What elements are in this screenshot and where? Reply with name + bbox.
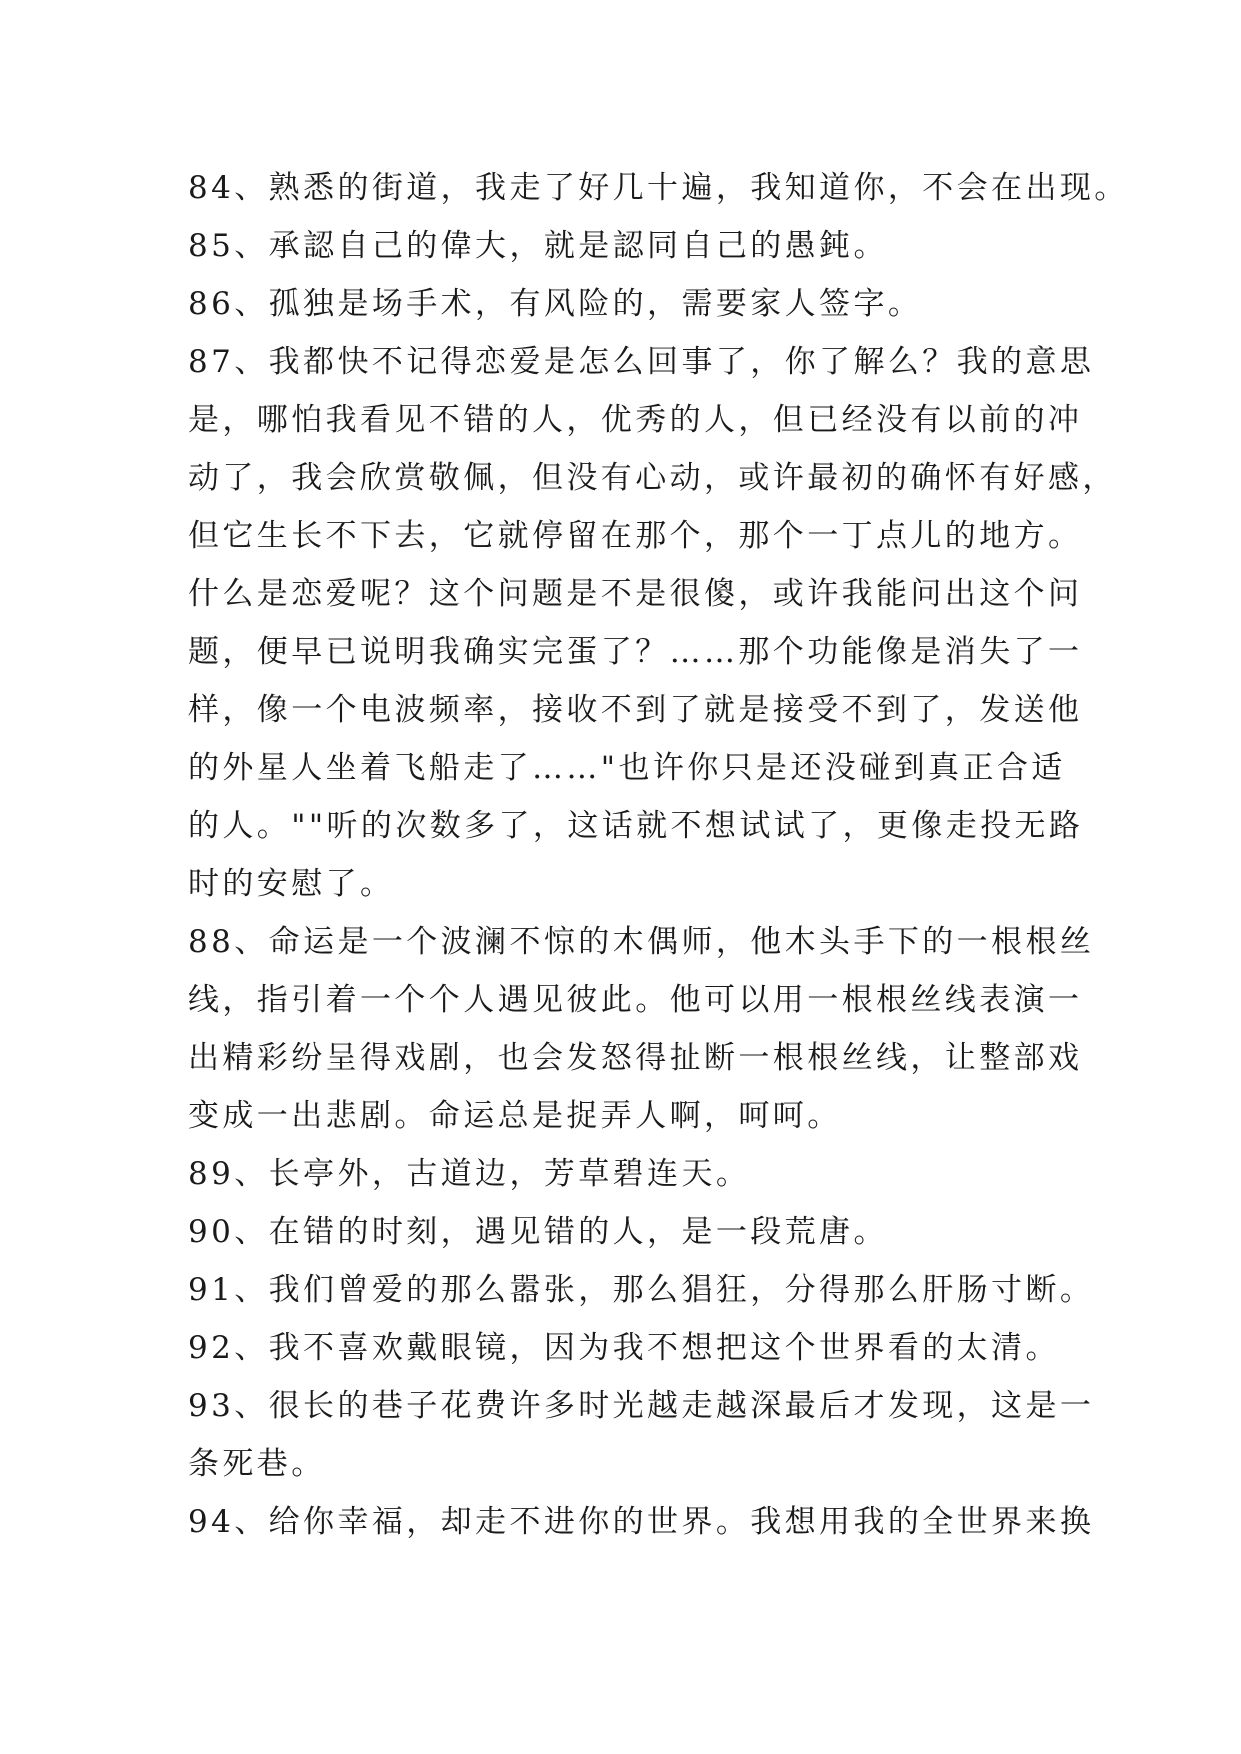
text-line: 的人。""听的次数多了，这话就不想试试了，更像走投无路 [188, 808, 1084, 844]
text-line: 线，指引着一个个人遇见彼此。他可以用一根根丝线表演一 [188, 982, 1083, 1018]
text-line: 出精彩纷呈得戏剧，也会发怒得扯断一根根丝线，让整部戏 [188, 1040, 1083, 1076]
text-line: 样，像一个电波频率，接收不到了就是接受不到了，发送他 [188, 692, 1083, 728]
text-line: 84、熟悉的街道，我走了好几十遍，我知道你，不会在出现。 [188, 170, 1129, 206]
text-line: 但它生长不下去，它就停留在那个，那个一丁点儿的地方。 [188, 518, 1083, 554]
text-line: 89、长亭外，古道边，芳草碧连天。 [188, 1156, 751, 1192]
text-line: 92、我不喜欢戴眼镜，因为我不想把这个世界看的太清。 [188, 1330, 1060, 1366]
text-line: 87、我都快不记得恋爱是怎么回事了，你了解么？我的意思 [188, 344, 1095, 380]
text-line: 的外星人坐着飞船走了……"也许你只是还没碰到真正合适 [188, 750, 1066, 786]
text-line: 什么是恋爱呢？这个问题是不是很傻，或许我能问出这个问 [188, 576, 1083, 612]
text-line: 是，哪怕我看见不错的人，优秀的人，但已经没有以前的冲 [188, 402, 1083, 438]
text-line: 题，便早已说明我确实完蛋了？……那个功能像是消失了一 [188, 634, 1083, 670]
text-line: 93、很长的巷子花费许多时光越走越深最后才发现，这是一 [188, 1388, 1095, 1424]
text-line: 86、孤独是场手术，有风险的，需要家人签字。 [188, 286, 923, 322]
text-line: 时的安慰了。 [188, 866, 395, 902]
text-line: 91、我们曾爱的那么嚣张，那么猖狂，分得那么肝肠寸断。 [188, 1272, 1095, 1308]
text-line: 90、在错的时刻，遇见错的人，是一段荒唐。 [188, 1214, 888, 1250]
text-line: 条死巷。 [188, 1446, 326, 1482]
text-line: 动了，我会欣赏敬佩，但没有心动，或许最初的确怀有好感， [188, 460, 1117, 496]
text-line: 85、承認自己的偉大，就是認同自己的愚鈍。 [188, 228, 888, 264]
text-line: 变成一出悲剧。命运总是捉弄人啊，呵呵。 [188, 1098, 842, 1134]
text-line: 94、给你幸福，却走不进你的世界。我想用我的全世界来换 [188, 1504, 1095, 1540]
text-line: 88、命运是一个波澜不惊的木偶师，他木头手下的一根根丝 [188, 924, 1095, 960]
